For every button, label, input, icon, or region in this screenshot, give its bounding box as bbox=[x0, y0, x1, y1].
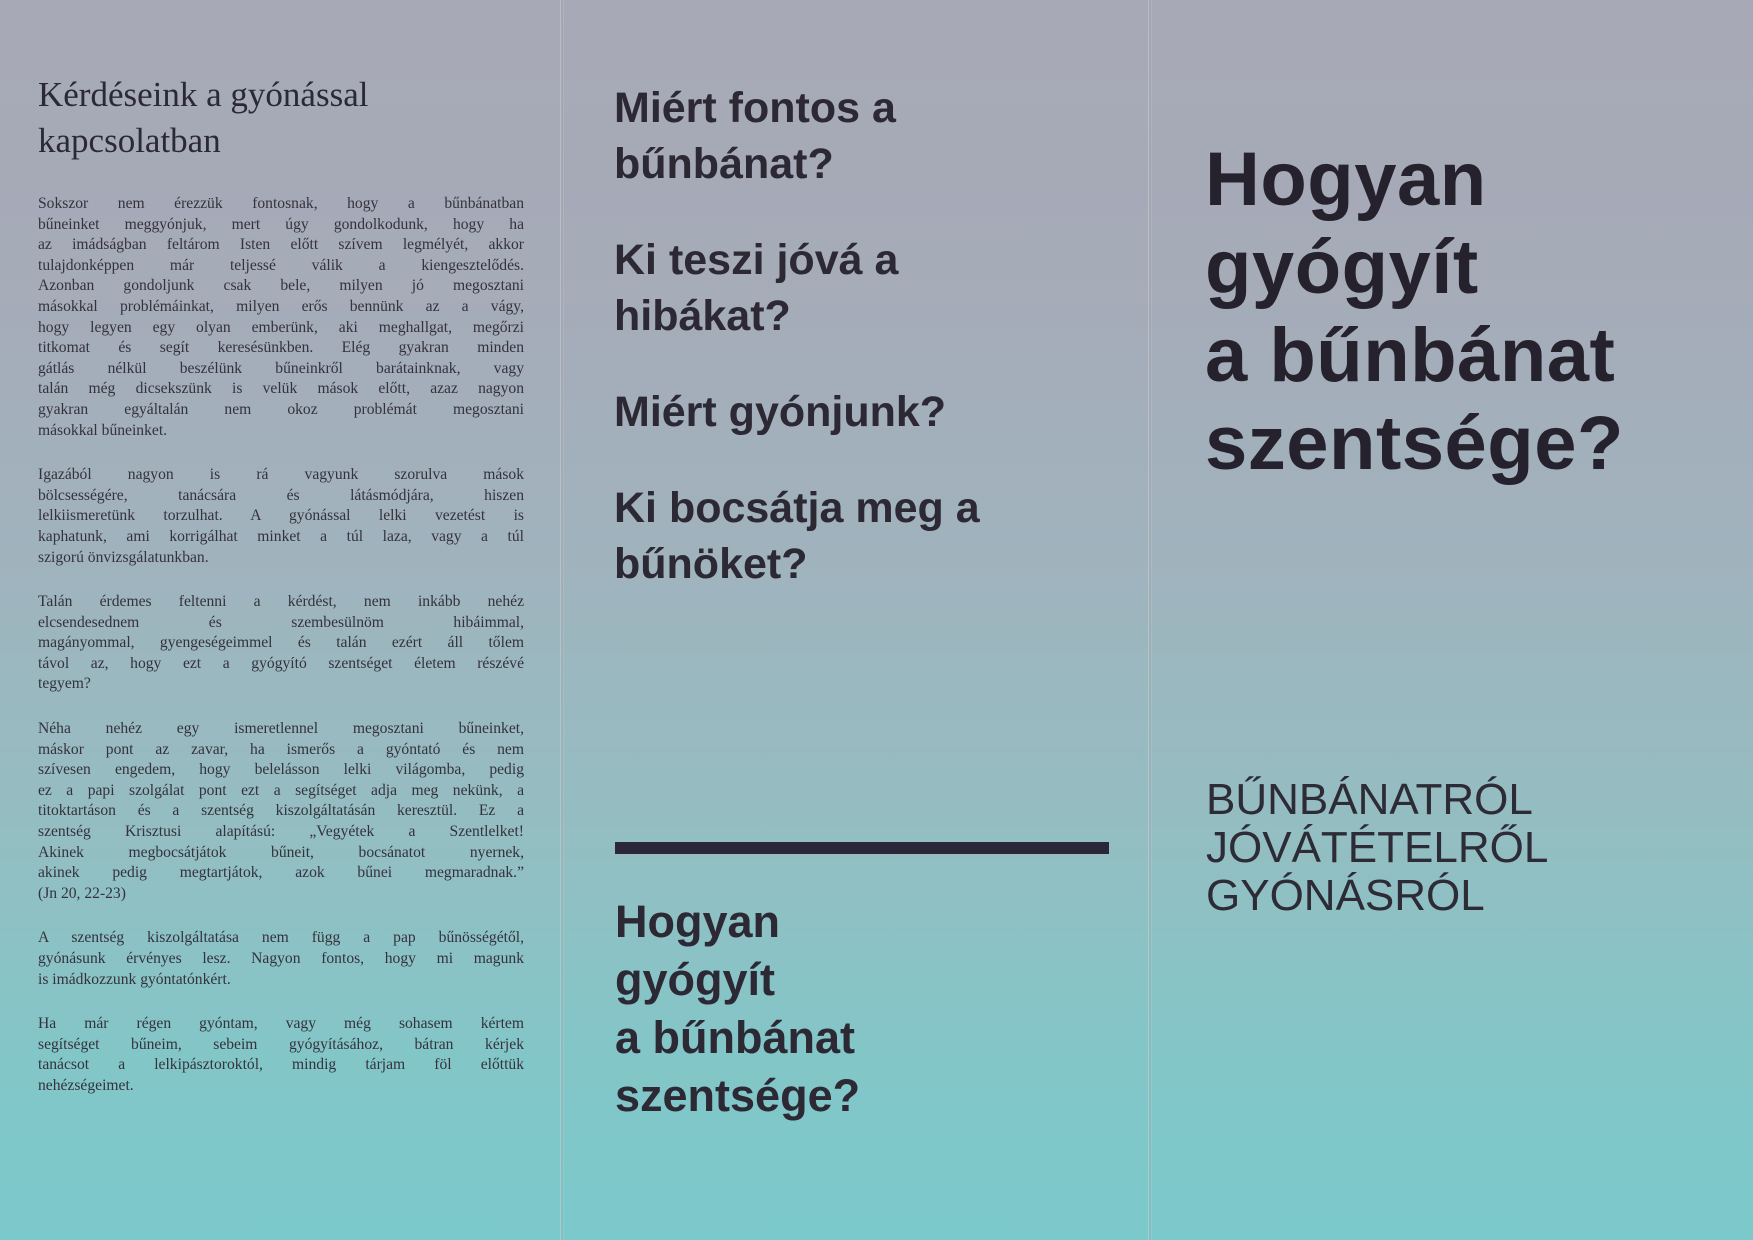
body-paragraph bbox=[38, 465, 524, 568]
paragraph-line: titkomat és segít keresésünkben. Elég gyakran minden bbox=[38, 339, 524, 357]
middle-title-line: a bűnbánat bbox=[615, 1012, 856, 1063]
cover-title-line: szentsége? bbox=[1205, 401, 1624, 486]
cover-subtitle-line: GYÓNÁSRÓL bbox=[1206, 871, 1485, 920]
paragraph-line: magányommal, gyengeségeimmel és talán ezért áll tőlem bbox=[38, 634, 524, 652]
paragraph-line: távol az, hogy ezt a gyógyító szentséget életem részévé bbox=[38, 654, 524, 672]
middle-title-line: szentsége? bbox=[615, 1070, 861, 1121]
cover-subtitle-line: JÓVÁTÉTELRŐL bbox=[1206, 823, 1549, 872]
paragraph-line: tegyem? bbox=[38, 675, 91, 693]
middle-title-line: gyógyít bbox=[615, 954, 776, 1005]
cover-title-line: gyógyít bbox=[1205, 225, 1479, 310]
question-line: bűnbánat? bbox=[614, 140, 834, 188]
paragraph-line: Néha nehéz egy ismeretlennel megosztani bűneinket, bbox=[38, 720, 524, 738]
paragraph-line: talán még dicsekszünk is velük mások előtt, azaz nagyon bbox=[38, 380, 524, 398]
paragraph-line: az imádságban feltárom Isten előtt szívem legmélyét, akkor bbox=[38, 236, 524, 254]
question-heading bbox=[614, 480, 1104, 592]
paragraph-line: Akinek megbocsátjátok bűneit, bocsánatot nyernek, bbox=[38, 843, 524, 861]
paragraph-line: szentség Krisztusi alapítású: „Vegyétek a Szentlelket! bbox=[38, 823, 524, 841]
paragraph-line: tulajdonképpen már teljessé válik a kiengesztelődés. bbox=[38, 256, 524, 274]
paragraph-line: Azonban gondoljunk csak bele, milyen jó megosztani bbox=[38, 277, 524, 295]
cover-title-line: Hogyan bbox=[1205, 137, 1487, 222]
cover-title-line: a bűnbánat bbox=[1205, 313, 1616, 398]
paragraph-line: ez a papi szolgálat pont ezt a segítséget adja meg nekünk, a bbox=[38, 781, 524, 799]
paragraph-line: A szentség kiszolgáltatása nem függ a pap bűnösségétől, bbox=[38, 929, 524, 947]
question-heading bbox=[614, 384, 1104, 440]
question-line: Miért gyónjunk? bbox=[614, 388, 947, 436]
middle-title-line: Hogyan bbox=[615, 896, 781, 947]
question-heading bbox=[614, 232, 1104, 344]
body-paragraph bbox=[38, 194, 524, 441]
question-heading bbox=[614, 80, 1104, 192]
paragraph-line: bűneinket meggyónjuk, mert úgy gondolkodunk, hogy ha bbox=[38, 215, 524, 233]
paragraph-line: másokkal problémáinkat, milyen erős bennünk az a vágy, bbox=[38, 297, 524, 315]
left-title-line: kapcsolatban bbox=[38, 121, 221, 160]
paragraph-line: tanácsot a lelkipásztoroktól, mindig tárjam föl előttük bbox=[38, 1056, 524, 1074]
question-line: Miért fontos a bbox=[614, 84, 896, 132]
cover-subtitle bbox=[1206, 776, 1548, 920]
paragraph-line: gyakran egyáltalán nem okoz problémát megosztani bbox=[38, 400, 524, 418]
paragraph-line: kaphatunk, ami korrigálhat minket a túl laza, vagy a túl bbox=[38, 527, 524, 545]
question-list bbox=[614, 80, 1104, 592]
question-line: Ki bocsátja meg a bbox=[614, 484, 980, 532]
cover-panel bbox=[1152, 0, 1753, 1240]
paragraph-line: bölcsességére, tanácsára és látásmódjára, hiszen bbox=[38, 486, 524, 504]
question-line: hibákat? bbox=[614, 292, 791, 340]
paragraph-line: Talán érdemes feltenni a kérdést, nem inkább nehéz bbox=[38, 593, 524, 611]
body-paragraph bbox=[38, 928, 524, 990]
question-line: bűnöket? bbox=[614, 540, 808, 588]
section-divider bbox=[615, 842, 1109, 854]
paragraph-line: Sokszor nem érezzük fontosnak, hogy a bűnbánatban bbox=[38, 195, 524, 212]
left-panel-body bbox=[38, 194, 524, 1097]
body-paragraph bbox=[38, 1014, 524, 1096]
paragraph-line: gátlás nélkül beszélünk bűneinkről barátainknak, vagy bbox=[38, 359, 524, 377]
paragraph-line: nehézségeimet. bbox=[38, 1076, 134, 1094]
paragraph-line: is imádkozzunk gyóntatónkért. bbox=[38, 970, 231, 988]
left-panel bbox=[0, 0, 560, 1240]
paragraph-line: Ha már régen gyóntam, vagy még sohasem kértem bbox=[38, 1015, 524, 1033]
paragraph-line: gyónásunk érvényes lesz. Nagyon fontos, hogy mi magunk bbox=[38, 950, 524, 967]
paragraph-line: akinek pedig megtartjátok, azok bűnei megmaradnak.” bbox=[38, 864, 524, 882]
paragraph-line: segítséget bűneim, sebeim gyógyításához, bátran kérjek bbox=[38, 1035, 524, 1053]
body-paragraph bbox=[38, 719, 524, 904]
paragraph-line: (Jn 20, 22-23) bbox=[38, 884, 126, 902]
paragraph-line: lelkiismeretünk torzulhat. A gyónással lelki vezetést is bbox=[38, 507, 524, 525]
paragraph-line: szívesen engedem, hogy belelásson lelki világomba, pedig bbox=[38, 761, 524, 779]
left-title-line: Kérdéseink a gyónással bbox=[38, 75, 369, 114]
paragraph-line: hogy legyen egy olyan emberünk, aki meghallgat, megőrzi bbox=[38, 318, 524, 336]
cover-subtitle-line: BŰNBÁNATRÓL bbox=[1206, 775, 1533, 824]
paragraph-line: máskor pont az zavar, ha ismerős a gyóntató és nem bbox=[38, 740, 524, 758]
left-panel-title bbox=[38, 72, 524, 164]
middle-panel-title bbox=[615, 893, 860, 1125]
paragraph-line: elcsendesednem és szembesülnöm hibáimmal, bbox=[38, 613, 524, 631]
paragraph-line: másokkal bűneinket. bbox=[38, 421, 168, 439]
paragraph-line: Igazából nagyon is rá vagyunk szorulva mások bbox=[38, 466, 524, 484]
paragraph-line: szigorú önvizsgálatunkban. bbox=[38, 548, 209, 566]
question-line: Ki teszi jóvá a bbox=[614, 236, 899, 284]
cover-title bbox=[1205, 136, 1624, 488]
body-paragraph bbox=[38, 592, 524, 695]
paragraph-line: titoktartáson és a szentség kiszolgáltatásán keresztül. Ez a bbox=[38, 802, 524, 820]
